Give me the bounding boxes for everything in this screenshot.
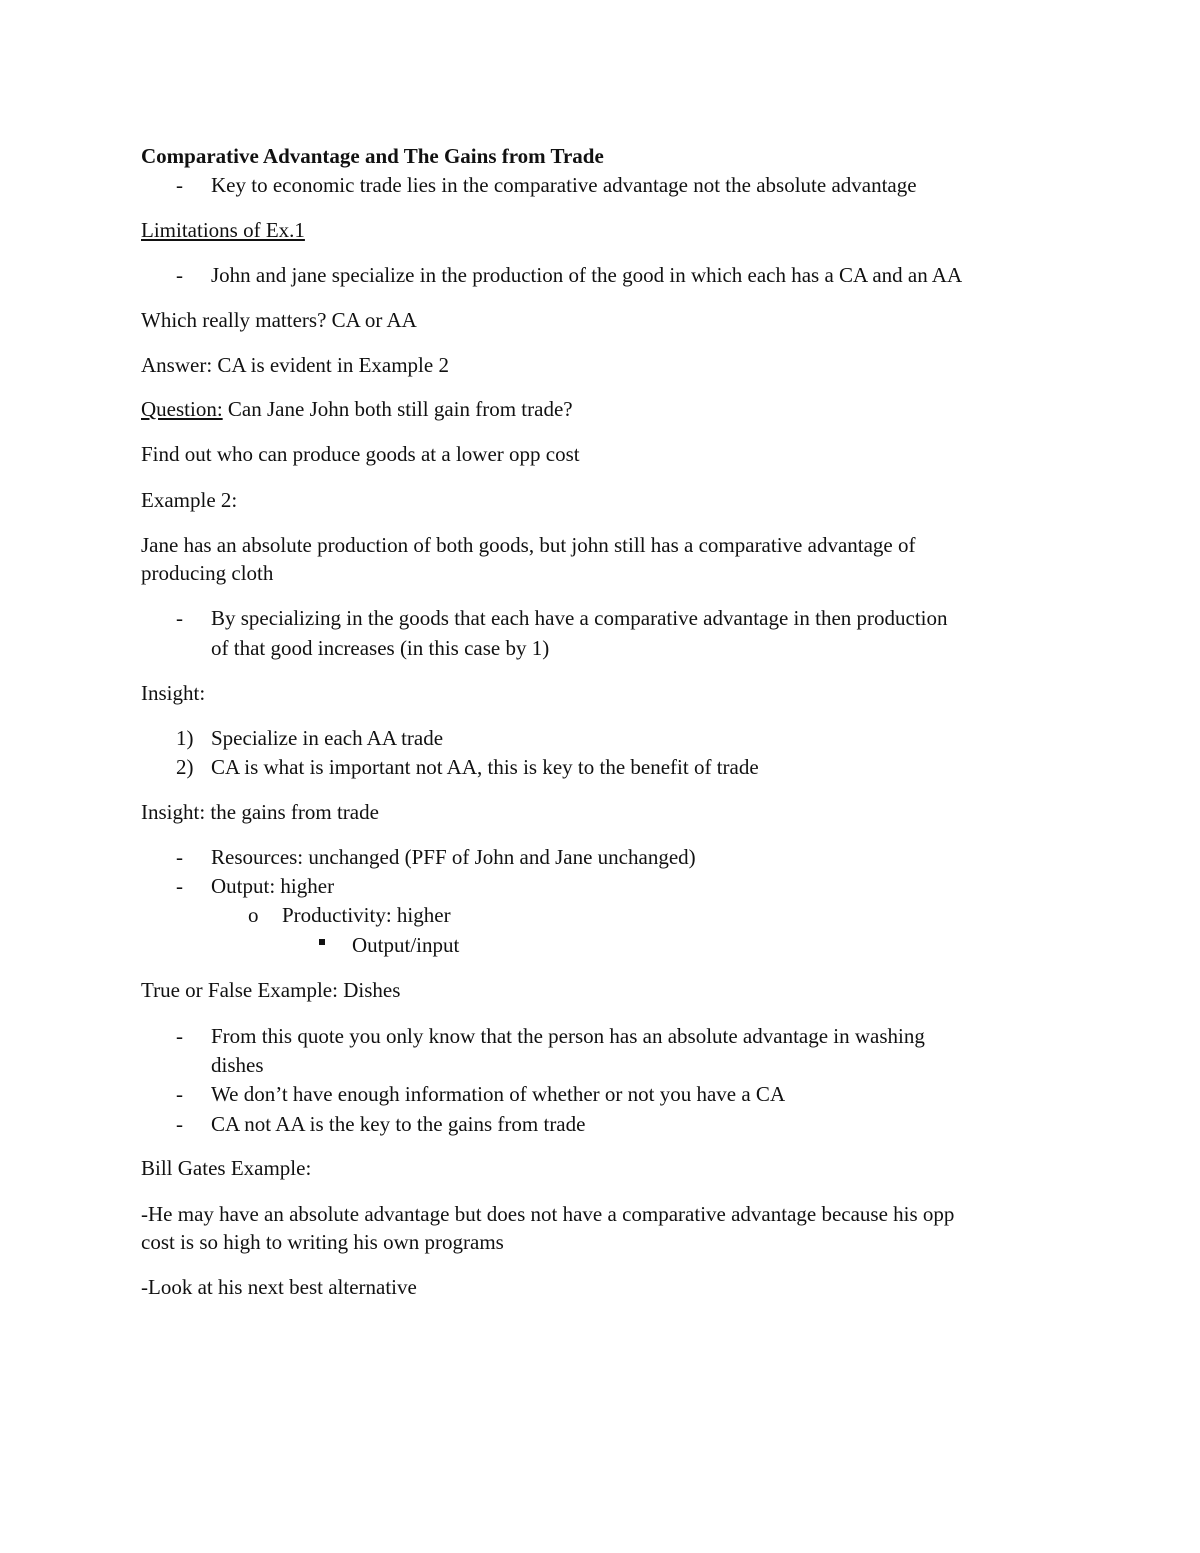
bill-line: -Look at his next best alternative xyxy=(141,1275,417,1299)
tf-bullet: We don’t have enough information of whether or not you have a CA xyxy=(211,1082,786,1106)
example2-heading: Example 2: xyxy=(141,488,238,512)
find-out-line: Find out who can produce goods at a lower opp cost xyxy=(141,442,580,466)
example2-line: producing cloth xyxy=(141,561,274,585)
insight2-heading: Insight: the gains from trade xyxy=(141,800,379,824)
example2-bullet: By specializing in the goods that each have a comparative advantage in then production xyxy=(211,606,948,630)
bill-line: -He may have an absolute advantage but does not have a comparative advantage because his opp xyxy=(141,1202,955,1226)
bullet-dash: - xyxy=(176,1112,183,1136)
square-bullet-icon xyxy=(319,939,325,945)
bullet-dash: - xyxy=(176,1024,183,1048)
insight-heading: Insight: xyxy=(141,681,206,705)
example2-bullet-continued: of that good increases (in this case by 1) xyxy=(211,636,550,660)
tf-bullet: CA not AA is the key to the gains from trade xyxy=(211,1112,586,1136)
question-text: Can Jane John both still gain from trade? xyxy=(222,397,573,421)
tf-bullet: From this quote you only know that the person has an absolute advantage in washing xyxy=(211,1024,925,1048)
bullet-dash: - xyxy=(176,874,183,898)
bill-line: cost is so high to writing his own programs xyxy=(141,1230,504,1254)
limitations-bullet: John and jane specialize in the production of the good in which each has a CA and an AA xyxy=(211,263,963,287)
answer-line: Answer: CA is evident in Example 2 xyxy=(141,353,449,377)
list-item: CA is what is important not AA, this is key to the benefit of trade xyxy=(211,755,759,779)
bullet-dash: - xyxy=(176,606,183,630)
bill-heading: Bill Gates Example: xyxy=(141,1156,312,1180)
bullet-dash: - xyxy=(176,1082,183,1106)
which-matters-line: Which really matters? CA or AA xyxy=(141,308,417,332)
tf-heading: True or False Example: Dishes xyxy=(141,978,401,1002)
question-line xyxy=(141,395,573,423)
bullet-dash: - xyxy=(176,173,183,197)
gains-output-input: Output/input xyxy=(352,933,460,957)
tf-bullet-continued: dishes xyxy=(211,1053,264,1077)
bullet-dash: - xyxy=(176,845,183,869)
question-label: Question: xyxy=(141,397,223,421)
document-title: Comparative Advantage and The Gains from Trade xyxy=(141,144,604,168)
gains-output: Output: higher xyxy=(211,874,335,898)
bullet-dash: - xyxy=(176,263,183,287)
gains-productivity: Productivity: higher xyxy=(282,903,451,927)
circle-bullet: o xyxy=(248,903,259,927)
list-marker: 1) xyxy=(176,726,194,750)
intro-bullet: Key to economic trade lies in the comparative advantage not the absolute advantage xyxy=(211,173,917,197)
list-item: Specialize in each AA trade xyxy=(211,726,444,750)
example2-line: Jane has an absolute production of both goods, but john still has a comparative advantage of xyxy=(141,533,916,557)
list-marker: 2) xyxy=(176,755,194,779)
limitations-heading: Limitations of Ex.1 xyxy=(141,218,305,242)
gains-resources: Resources: unchanged (PFF of John and Jane unchanged) xyxy=(211,845,696,869)
